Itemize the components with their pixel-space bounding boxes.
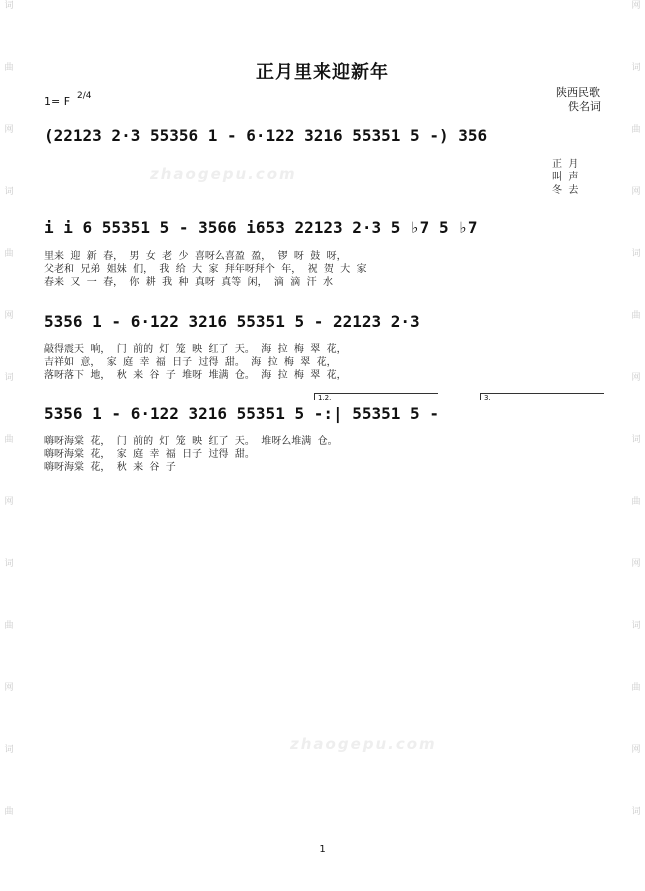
lyrics-line-4-verse-1: 嗨呀海棠 花， 门 前的 灯 笼 映 红了 天。 堆呀么堆满 仓。 [44,436,338,446]
strip-mark: 曲 [4,63,14,73]
notation-line-3: 5356 1 - 6·122 3216 55351 5 - 22123 2·3 [44,312,420,331]
key-signature: 1= F [44,95,71,108]
site-watermark: zhaogepu.com [150,165,297,183]
lyrics-line-4-verse-2: 嗨呀海棠 花， 家 庭 幸 福 日子 过得 甜。 [44,449,255,459]
lyrics-line-2-verse-2: 父老和 兄弟 姐妹 们， 我 给 大 家 拜年呀拜个 年， 祝 贺 大 家 [44,264,367,274]
strip-mark: 词 [4,745,14,755]
strip-mark: 词 [4,1,14,11]
strip-mark: 词 [631,807,641,817]
page-number: 1 [319,844,326,855]
notation-line-4: 5356 1 - 6·122 3216 55351 5 -:| 55351 5 - [44,404,439,423]
strip-mark: 词 [631,63,641,73]
strip-mark: 曲 [4,435,14,445]
song-title: 正月里来迎新年 [256,62,389,83]
lyrics-line-2-verse-3: 春来 又 一 春， 你 耕 我 种 真呀 真等 闲， 滴 滴 汗 水 [44,277,334,287]
left-watermark-strip [2,0,16,891]
right-watermark-strip [629,0,643,891]
strip-mark: 曲 [631,125,641,135]
lyrics-line-1-verse-3: 冬 去 [552,185,579,195]
strip-mark: 网 [4,683,14,693]
strip-mark: 曲 [631,311,641,321]
strip-mark: 词 [4,187,14,197]
strip-mark: 词 [631,435,641,445]
volta-bracket-2: 3. [480,393,604,400]
strip-mark: 网 [631,745,641,755]
strip-mark: 词 [631,249,641,259]
notation-line-2: i i 6 55351 5 - 3566 i653 22123 2·3 5 ♭7 5 ♭7 [44,218,478,237]
lyrics-line-2-verse-1: 里来 迎 新 春， 男 女 老 少 喜呀么喜盈 盈， 锣 呀 鼓 呀， [44,251,347,261]
strip-mark: 词 [4,559,14,569]
origin-label: 陕西民歌 [556,86,600,99]
strip-mark: 曲 [631,683,641,693]
strip-mark: 曲 [4,621,14,631]
lyrics-line-3-verse-2: 吉祥如 意， 家 庭 幸 福 日子 过得 甜。 海 拉 梅 翠 花， [44,357,337,367]
notation-line-1: (22123 2·3 55356 1 - 6·122 3216 55351 5 -) 356 [44,126,488,145]
strip-mark: 网 [631,1,641,11]
time-signature: 2/4 [77,91,92,101]
lyrics-line-4-verse-3: 嗨呀海棠 花， 秋 来 谷 子 [44,462,176,472]
lyrics-line-1-verse-2: 叫 声 [552,172,579,182]
strip-mark: 网 [4,125,14,135]
strip-mark: 网 [631,559,641,569]
strip-mark: 曲 [631,497,641,507]
strip-mark: 词 [631,621,641,631]
lyrics-line-3-verse-1: 敲得震天 响， 门 前的 灯 笼 映 红了 天。 海 拉 梅 翠 花， [44,344,347,354]
strip-mark: 曲 [4,249,14,259]
lyricist-label: 佚名词 [568,100,601,113]
lyrics-line-3-verse-3: 落呀落下 地， 秋 来 谷 子 堆呀 堆满 仓。 海 拉 梅 翠 花， [44,370,347,380]
strip-mark: 网 [631,187,641,197]
strip-mark: 网 [4,497,14,507]
strip-mark: 网 [631,373,641,383]
strip-mark: 曲 [4,807,14,817]
site-watermark: zhaogepu.com [290,735,437,753]
strip-mark: 词 [4,373,14,383]
strip-mark: 网 [4,311,14,321]
lyrics-line-1-verse-1: 正 月 [552,159,579,169]
volta-bracket-1: 1.2. [314,393,438,400]
